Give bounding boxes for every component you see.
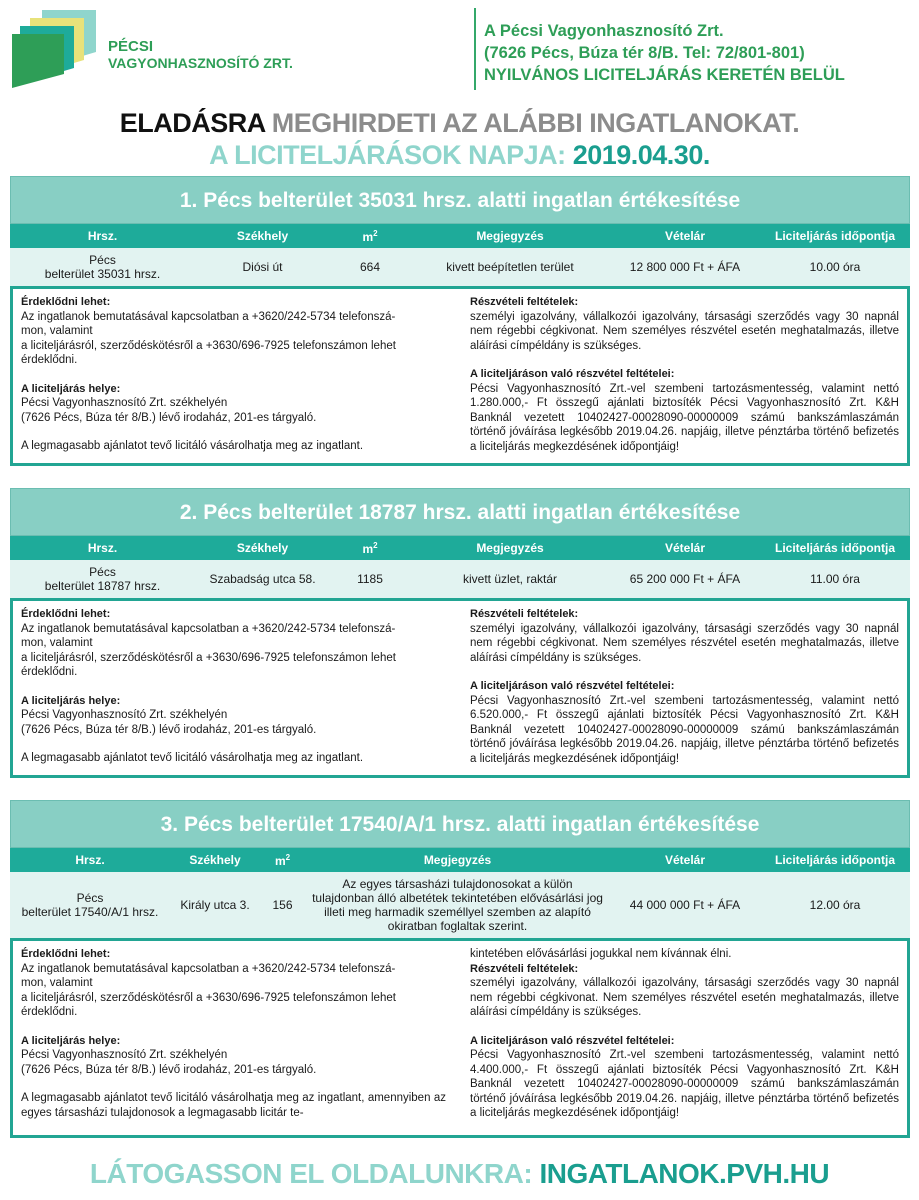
inquiry-text-3: a liciteljárásról, szerződéskötésről a +3630/696-7925 telefonszámon lehet: [21, 991, 396, 1004]
section-details: [10, 938, 910, 1138]
inquiry-text-1: Az ingatlanok bemutatásával kapcsolatban a +3620/242-5734 telefonszá-: [21, 962, 396, 975]
company-address: (7626 Pécs, Búza tér 8/B. Tel: 72/801-801): [484, 44, 805, 62]
col-szekhely: Székhely: [170, 848, 260, 872]
cell-vetelar: 65 200 000 Ft + ÁFA: [610, 560, 760, 598]
section-title: 2. Pécs belterület 18787 hrsz. alatti ingatlan értékesítése: [10, 488, 910, 536]
auction-conditions-label: A liciteljáráson való részvétel feltételei:: [470, 1034, 675, 1047]
col-megjegyzes: Megjegyzés: [410, 224, 610, 248]
cell-vetelar: 12 800 000 Ft + ÁFA: [610, 248, 760, 286]
closing-text: A legmagasabb ajánlatot tevő licitáló vásárolhatja meg az ingatlant, amennyiben az egyes társasházi tulajdonosok a legmagasabb licitár te-: [21, 1092, 446, 1119]
cell-idopont: 10.00 óra: [760, 248, 910, 286]
inquiry-text-4: érdeklődni.: [21, 1006, 78, 1018]
table-row: [10, 248, 910, 286]
inquiry-text-1: Az ingatlanok bemutatásával kapcsolatban a +3620/242-5734 telefonszá-: [21, 310, 396, 323]
auction-date-line: [0, 140, 919, 170]
section-details: [10, 286, 910, 466]
cell-area: 156: [260, 872, 305, 938]
col-vetelar: Vételár: [610, 536, 760, 560]
col-idopont: Liciteljárás időpontja: [760, 848, 910, 872]
col-hrsz: Hrsz.: [10, 536, 195, 560]
conditions-text: személyi igazolvány, vállalkozói igazolvány, társasági szerződés vagy 30 napnál nem régebbi cégkivonat. Nem személyes részvétel esetén meghatalmazás, illetve aláírási címpéldány is szükséges.: [470, 977, 899, 1018]
inquiry-label: Érdeklődni lehet:: [21, 948, 111, 960]
conditions-label: Részvételi feltételek:: [470, 608, 579, 620]
auction-date-label: A LICITELJÁRÁSOK NAPJA:: [209, 140, 566, 170]
auction-date-value: 2019.04.30.: [572, 140, 710, 170]
col-megjegyzes: Megjegyzés: [410, 536, 610, 560]
auction-conditions-text: Pécsi Vagyonhasznosító Zrt.-vel szembeni tartozásmentesség, valamint nettó 4.400.000,- Ft összegű ajánlati biztosíték Pécsi Vagyonhasznosító Zrt. K&H Banknál vezetett 10402427-00028090-00000009 számú bankszámlaszámán történő jóváírása legkésőbb 2019.04.26. napjáig, illetve pénztárba történő befizetés a liciteljárás megkezdésének időpontjáig!: [470, 1049, 899, 1119]
cell-hrsz: Pécs belterület 35031 hrsz.: [10, 248, 195, 286]
col-area: $m^2$: [330, 536, 410, 560]
details-left: [21, 607, 460, 771]
col-szekhely: Székhely: [195, 536, 330, 560]
col-vetelar: Vételár: [610, 848, 760, 872]
cell-szekhely: Diósi út: [195, 248, 330, 286]
venue-text-2: (7626 Pécs, Búza tér 8/B.) lévő irodaház, 201-es tárgyaló.: [21, 723, 317, 736]
inquiry-text-2: mon, valamint: [21, 325, 93, 337]
col-area: $m^2$: [260, 848, 305, 872]
cell-idopont: 11.00 óra: [760, 560, 910, 598]
company-name: A Pécsi Vagyonhasznosító Zrt.: [484, 22, 724, 40]
logo-mark-icon: [8, 8, 103, 88]
logo-name-line1: PÉCSI: [108, 38, 154, 55]
col-hrsz: Hrsz.: [10, 848, 170, 872]
cell-megjegyzes: kivett beépítetlen terület: [410, 248, 610, 286]
venue-text-1: Pécsi Vagyonhasznosító Zrt. székhelyén: [21, 1049, 228, 1061]
cell-idopont: 12.00 óra: [760, 872, 910, 938]
venue-label: A liciteljárás helye:: [21, 694, 121, 707]
property-table: [10, 224, 910, 286]
cell-area: 664: [330, 248, 410, 286]
inquiry-text-3: a liciteljárásról, szerződéskötésről a +3630/696-7925 telefonszámon lehet: [21, 651, 396, 664]
headline-emphasis: ELADÁSRA: [119, 108, 265, 138]
property-section-2: [10, 488, 910, 778]
conditions-label: Részvételi feltételek:: [470, 296, 579, 308]
details-left: [21, 947, 460, 1131]
venue-text-2: (7626 Pécs, Búza tér 8/B.) lévő irodaház, 201-es tárgyaló.: [21, 411, 317, 424]
property-section-1: [10, 176, 910, 466]
conditions-text: személyi igazolvány, vállalkozói igazolvány, társasági szerződés vagy 30 napnál nem régebbi cégkivonat. Nem személyes részvétel esetén meghatalmazás, illetve aláírási címpéldány is szükséges.: [470, 310, 899, 352]
cell-area: 1185: [330, 560, 410, 598]
venue-text-1: Pécsi Vagyonhasznosító Zrt. székhelyén: [21, 397, 228, 409]
auction-conditions-text: Pécsi Vagyonhasznosító Zrt.-vel szembeni tartozásmentesség, valamint nettó 6.520.000,- Ft összegű ajánlati biztosíték Pécsi Vagyonhasznosító Zrt. K&H Banknál vezetett 10402427-00028090-00000009 számú bankszámlaszámán történő jóváírása legkésőbb 2019.04.26. napjáig, illetve pénztárba történő befizetés a liciteljárás megkezdésének időpontjáig!: [470, 694, 899, 765]
details-right: [460, 295, 899, 459]
company-info: [484, 20, 845, 86]
cell-hrsz: Pécs belterület 18787 hrsz.: [10, 560, 195, 598]
conditions-label: Részvételi feltételek:: [470, 962, 579, 975]
page-headline: [0, 108, 919, 138]
col-idopont: Liciteljárás időpontja: [760, 224, 910, 248]
inquiry-text-1: Az ingatlanok bemutatásával kapcsolatban a +3620/242-5734 telefonszá-: [21, 622, 396, 635]
section-details: [10, 598, 910, 778]
inquiry-text-3: a liciteljárásról, szerződéskötésről a +3630/696-7925 telefonszámon lehet: [21, 339, 396, 352]
col-idopont: Liciteljárás időpontja: [760, 536, 910, 560]
inquiry-text-2: mon, valamint: [21, 637, 93, 649]
inquiry-text-2: mon, valamint: [21, 977, 93, 989]
footer-website-link[interactable]: INGATLANOK.PVH.HU: [539, 1158, 830, 1189]
col-vetelar: Vételár: [610, 224, 760, 248]
col-area: $m^2$: [330, 224, 410, 248]
auction-conditions-label: A liciteljáráson való részvétel feltételei:: [470, 368, 675, 380]
logo-name-line2: VAGYONHASZNOSÍTÓ ZRT.: [108, 55, 293, 71]
venue-label: A liciteljárás helye:: [21, 382, 121, 395]
inquiry-text-4: érdeklődni.: [21, 666, 78, 678]
closing-text: A legmagasabb ajánlatot tevő licitáló vásárolhatja meg az ingatlant.: [21, 440, 364, 452]
details-left: [21, 295, 460, 459]
page-footer: [0, 1158, 919, 1190]
details-right: [460, 947, 899, 1131]
table-header-row: [10, 536, 910, 560]
col-hrsz: Hrsz.: [10, 224, 195, 248]
closing-text-continued: kintetében elővásárlási jogukkal nem kívánnak élni.: [470, 948, 732, 960]
conditions-text: személyi igazolvány, vállalkozói igazolvány, társasági szerződés vagy 30 napnál nem régebbi cégkivonat. Nem személyes részvétel esetén meghatalmazás, illetve aláírási címpéldány is szükséges.: [470, 622, 899, 664]
cell-megjegyzes: kivett üzlet, raktár: [410, 560, 610, 598]
tender-type: NYILVÁNOS LICITELJÁRÁS KERETÉN BELÜL: [484, 66, 845, 84]
auction-conditions-label: A liciteljáráson való részvétel feltételei:: [470, 680, 675, 692]
auction-conditions-text: Pécsi Vagyonhasznosító Zrt.-vel szembeni tartozásmentesség, valamint nettó 1.280.000,- Ft összegű ajánlati biztosíték Pécsi Vagyonhasznosító Zrt. K&H Banknál vezetett 10402427-00028090-00000009 számú bankszámlaszámán történő jóváírása legkésőbb 2019.04.26. napjáig, illetve pénztárba történő befizetés a liciteljárás megkezdésének időpontjáig!: [470, 382, 899, 453]
property-table: [10, 848, 910, 938]
venue-text-1: Pécsi Vagyonhasznosító Zrt. székhelyén: [21, 709, 228, 721]
property-table: [10, 536, 910, 598]
table-header-row: [10, 224, 910, 248]
inquiry-label: Érdeklődni lehet:: [21, 296, 111, 308]
section-title: 3. Pécs belterület 17540/A/1 hrsz. alatti ingatlan értékesítése: [10, 800, 910, 848]
details-right: [460, 607, 899, 771]
cell-szekhely: Szabadság utca 58.: [195, 560, 330, 598]
inquiry-label: Érdeklődni lehet:: [21, 608, 111, 620]
section-title: 1. Pécs belterület 35031 hrsz. alatti ingatlan értékesítése: [10, 176, 910, 224]
table-row: [10, 560, 910, 598]
headline-rest: MEGHIRDETI AZ ALÁBBI INGATLANOKAT.: [271, 108, 800, 138]
cell-vetelar: 44 000 000 Ft + ÁFA: [610, 872, 760, 938]
property-section-3: [10, 800, 910, 1138]
footer-label: LÁTOGASSON EL OLDALUNKRA:: [89, 1158, 533, 1189]
col-szekhely: Székhely: [195, 224, 330, 248]
inquiry-text-4: érdeklődni.: [21, 354, 78, 366]
table-row: [10, 872, 910, 938]
header-divider: [474, 8, 476, 90]
venue-text-2: (7626 Pécs, Búza tér 8/B.) lévő irodaház, 201-es tárgyaló.: [21, 1063, 317, 1076]
cell-hrsz: Pécs belterület 17540/A/1 hrsz.: [10, 872, 170, 938]
company-logo: [8, 8, 308, 93]
cell-szekhely: Király utca 3.: [170, 872, 260, 938]
page-header: [0, 0, 919, 100]
venue-label: A liciteljárás helye:: [21, 1034, 121, 1047]
table-header-row: [10, 848, 910, 872]
closing-text: A legmagasabb ajánlatot tevő licitáló vásárolhatja meg az ingatlant.: [21, 752, 364, 764]
cell-megjegyzes: Az egyes társasházi tulajdonosokat a külön tulajdonban álló albetétek tekintetében elővásárlási jog illeti meg harmadik személlyel szemben az alapító okiratban foglaltak szerint.: [305, 872, 610, 938]
col-megjegyzes: Megjegyzés: [305, 848, 610, 872]
